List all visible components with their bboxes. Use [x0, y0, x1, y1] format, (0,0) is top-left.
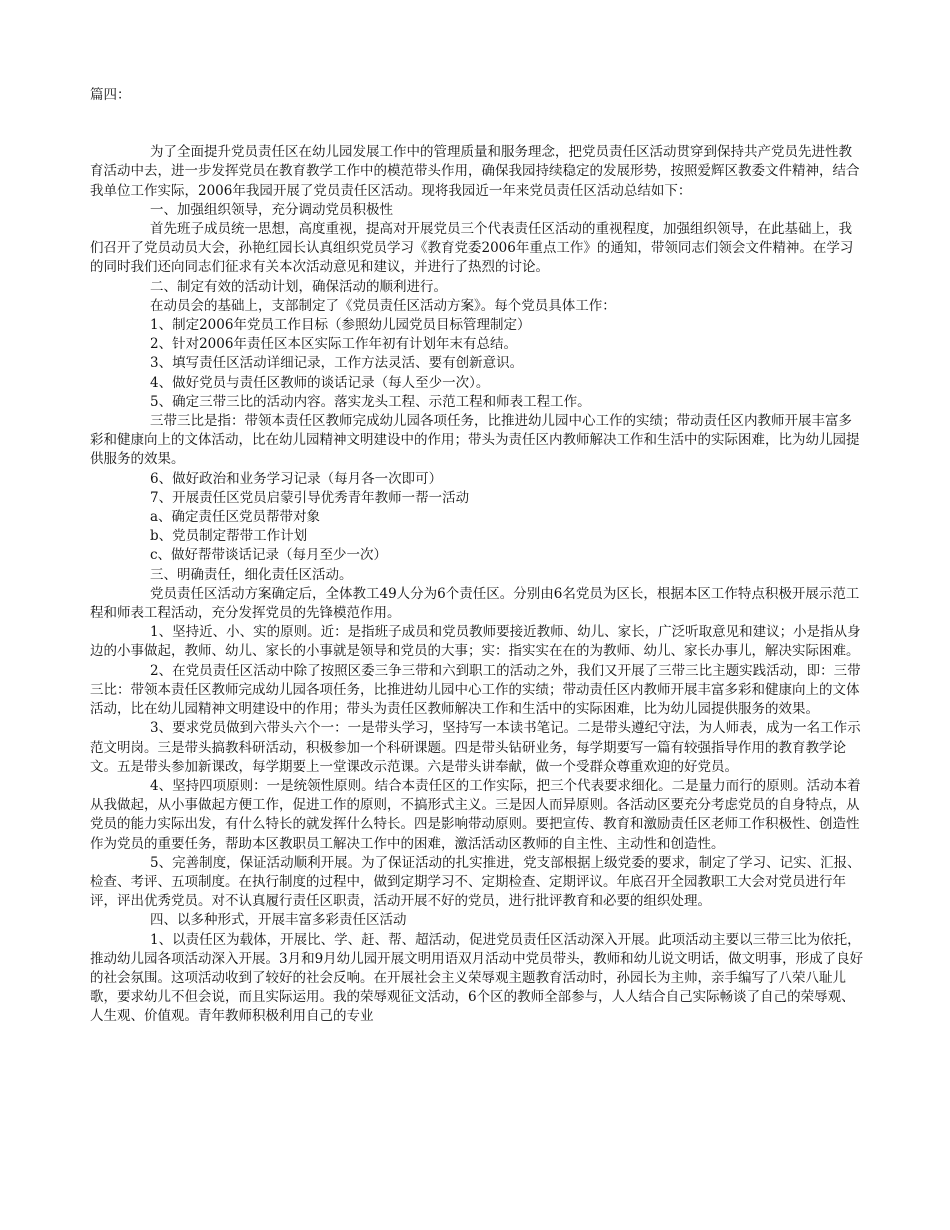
paragraph: 5、完善制度，保证活动顺利开展。为了保证活动的扎实推进，党支部根据上级党委的要求，制定了学习、记实、汇报、检查、考评、五项制度。在执行制度的过程中，做到定期学习不、定期检查、定期评议。年底召开全园教职工大会对党员进行年评，评出优秀党员。对不认真履行责任区职责，活动开展不好的党员，进行批评教育和必要的组织处理。	[90, 854, 861, 910]
document-body	[90, 143, 865, 1026]
paragraph-line: 二、制定有效的活动计划，确保活动的顺利进行。	[150, 278, 447, 295]
paragraph: 2、在党员责任区活动中除了按照区委三争三带和六到职工的活动之外，我们又开展了三带三比主题实践活动，即：三带三比：带领本责任区教师完成幼儿园各项任务，比推进幼儿园中心工作的实绩；带动责任区内教师开展丰富多彩和健康向上的文体活动，比在幼儿园精神文明建设中的作用；带头为责任区教师解决工作和生活中的实际困难，比为幼儿园提供服务的效果。	[90, 662, 861, 718]
paragraph-line: 一、加强组织领导，充分调动党员积极性	[150, 201, 393, 218]
paragraph: 党员责任区活动方案确定后，全体教工49人分为6个责任区。分别由6名党员为区长，根据本区工作特点积极开展示范工程和师表工程活动，充分发挥党员的先锋模范作用。	[90, 585, 860, 622]
paragraph-line: 在动员会的基础上，支部制定了《党员责任区活动方案》。每个党员具体工作：	[150, 297, 616, 314]
paragraph-line: 6、做好政治和业务学习记录（每月各一次即可）	[150, 470, 443, 487]
paragraph-line: 三、明确责任，细化责任区活动。	[150, 566, 353, 583]
paragraph: 1、坚持近、小、实的原则。近：是指班子成员和党员教师要接近教师、幼儿、家长，广泛听取意见和建议；小是指从身边的小事做起，教师、幼儿、家长的小事就是领导和党员的大事；实：指实实在在的为教师、幼儿、家长办事儿，解决实际困难。	[90, 624, 861, 660]
paragraph-line: 四、以多种形式，开展丰富多彩责任区活动	[150, 912, 407, 929]
paragraph: 3、要求党员做到六带头六个一：一是带头学习，坚持写一本读书笔记。二是带头遵纪守法，为人师表，成为一名工作示范文明岗。三是带头搞教科研活动，积极参加一个科研课题。四是带头钻研业务，每学期要写一篇有较强指导作用的教育教学论文。五是带头参加新课改，每学期要上一堂课改示范课。六是带头讲奉献，做一个受群众尊重欢迎的好党员。	[90, 720, 861, 775]
paragraph: 1、以责任区为载体，开展比、学、赶、帮、超活动，促进党员责任区活动深入开展。此项活动主要以三带三比为依托，推动幼儿园各项活动深入开展。3月和9月幼儿园开展文明用语双月活动中党员带头，教师和幼儿说文明话，做文明事，形成了良好的社会氛围。这项活动收到了较好的社会反响。在开展社会主义荣辱观主题教育活动时，孙园长为主帅，亲手编写了八荣八耻儿歌，要求幼儿不但会说，而且实际运用。我的荣辱观征文活动，6个区的教师全部参与，人人结合自己实际畅谈了自己的荣辱观、人生观、价值观。青年教师积极利用自己的专业	[90, 931, 864, 1025]
section-heading: 篇四：	[90, 87, 131, 103]
paragraph-line: 7、开展责任区党员启蒙引导优秀青年教师一帮一活动	[150, 489, 470, 506]
paragraph: 首先班子成员统一思想，高度重视，提高对开展党员三个代表责任区活动的重视程度，加强组织领导，在此基础上，我们召开了党员动员大会，孙艳红园长认真组织党员学习《教育党委2006年重点工作》的通知，带领同志们领会文件精神。在学习的同时我们还向同志们征求有关本次活动意见和建议，并进行了热烈的讨论。	[90, 221, 854, 276]
paragraph-line: 4、做好党员与责任区教师的谈话记录（每人至少一次）。	[150, 374, 490, 391]
document-page	[90, 86, 865, 1027]
paragraph-line: 2、针对2006年责任区本区实际工作年初有计划年末有总结。	[150, 336, 517, 353]
paragraph: 三带三比是指：带领本责任区教师完成幼儿园各项任务，比推进幼儿园中心工作的实绩；带动责任区内教师开展丰富多彩和健康向上的文体活动，比在幼儿园精神文明建设中的作用；带头为责任区内教师解决工作和生活中的实际困难，比为幼儿园提供服务的效果。	[90, 413, 860, 468]
paragraph: 为了全面提升党员责任区在幼儿园发展工作中的管理质量和服务理念，把党员责任区活动贯穿到保持共产党员先进性教育活动中去，进一步发挥党员在教育教学工作中的模范带头作用，确保我园持续稳定的发展形势，按照爱辉区教委文件精神，结合我单位工作实际，2006年我园开展了党员责任区活动。现将我园近一年来党员责任区活动总结如下：	[90, 144, 860, 199]
paragraph-line: 5、确定三带三比的活动内容。落实龙头工程、示范工程和师表工程工作。	[150, 393, 591, 410]
paragraph-line: 1、制定2006年党员工作目标（参照幼儿园党员目标管理制定）	[150, 317, 531, 334]
paragraph: 4、坚持四项原则：一是统领性原则。结合本责任区的工作实际，把三个代表要求细化。二是量力而行的原则。活动本着从我做起，从小事做起方便工作，促进工作的原则，不搞形式主义。三是因人而异原则。各活动区要充分考虑党员的自身特点，从党员的能力实际出发，有什么特长的就发挥什么特长。四是影响带动原则。要把宣传、教育和激励责任区老师工作积极性、创造性作为党员的重要任务，帮助本区教职员工解决工作中的困难，激活活动区教师的自主性、主动性和创造性。	[90, 777, 861, 852]
paragraph-line: b、党员制定帮带工作计划	[150, 528, 308, 545]
paragraph-line: 3、填写责任区活动详细记录，工作方法灵活、要有创新意识。	[150, 355, 524, 372]
paragraph-line: c、做好帮带谈话记录（每月至少一次）	[150, 547, 388, 564]
paragraph-line: a、确定责任区党员帮带对象	[150, 509, 321, 526]
